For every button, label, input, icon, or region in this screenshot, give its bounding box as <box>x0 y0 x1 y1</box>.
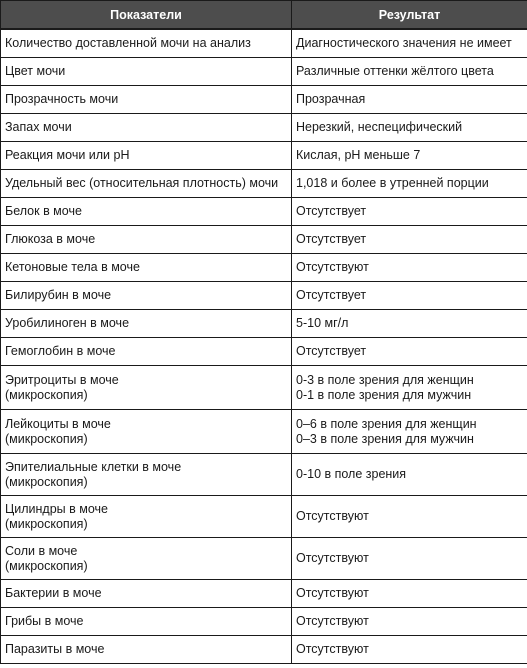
result-text: Отсутствуют <box>296 551 369 565</box>
parameter-text: (микроскопия) <box>5 516 88 531</box>
result-text: Отсутствует <box>296 204 367 218</box>
result-cell <box>292 254 527 282</box>
result-cell <box>292 410 527 454</box>
parameter-text: Эритроциты в моче <box>5 372 119 387</box>
table-header-row <box>1 1 527 30</box>
table-row <box>1 114 527 142</box>
parameter-text: Белок в моче <box>5 204 82 218</box>
parameter-text: Реакция мочи или pH <box>5 148 130 162</box>
parameter-text: Билирубин в моче <box>5 288 112 302</box>
parameter-cell <box>1 608 292 636</box>
table-row <box>1 58 527 86</box>
parameter-cell <box>1 226 292 254</box>
parameter-cell <box>1 29 292 58</box>
parameter-cell <box>1 58 292 86</box>
result-cell <box>292 58 527 86</box>
result-text: 0-1 в поле зрения для мужчин <box>296 387 472 402</box>
result-text: Отсутствуют <box>296 509 369 523</box>
table-row <box>1 226 527 254</box>
result-text: Различные оттенки жёлтого цвета <box>296 64 494 78</box>
table-row <box>1 198 527 226</box>
result-cell <box>292 142 527 170</box>
result-cell <box>292 496 527 538</box>
table-row <box>1 636 527 664</box>
parameter-text: Грибы в моче <box>5 614 84 628</box>
parameter-cell <box>1 338 292 366</box>
table-row <box>1 29 527 58</box>
result-cell <box>292 114 527 142</box>
parameter-text: Уробилиноген в моче <box>5 316 130 330</box>
parameter-text: Соли в моче <box>5 543 78 558</box>
parameter-cell <box>1 282 292 310</box>
result-text: Кислая, pH меньше 7 <box>296 148 421 162</box>
result-cell <box>292 366 527 410</box>
result-text: 0–3 в поле зрения для мужчин <box>296 431 474 446</box>
table-row <box>1 170 527 198</box>
result-cell <box>292 608 527 636</box>
result-cell <box>292 29 527 58</box>
parameter-cell <box>1 366 292 410</box>
parameter-text: Глюкоза в моче <box>5 232 96 246</box>
table-body <box>1 29 527 664</box>
parameter-text: Паразиты в моче <box>5 642 105 656</box>
parameter-cell <box>1 410 292 454</box>
result-cell <box>292 338 527 366</box>
parameter-cell <box>1 198 292 226</box>
parameter-cell <box>1 580 292 608</box>
table-row <box>1 608 527 636</box>
parameter-text: Эпителиальные клетки в моче <box>5 459 182 474</box>
table-row <box>1 454 527 496</box>
header-result: Результат <box>292 1 527 30</box>
result-text: 0-3 в поле зрения для женщин <box>296 372 474 387</box>
result-text: 0-10 в поле зрения <box>296 467 407 481</box>
parameter-cell <box>1 86 292 114</box>
table-row <box>1 310 527 338</box>
result-text: Диагностического значения не имеет <box>296 36 512 50</box>
table-row <box>1 282 527 310</box>
table-row <box>1 142 527 170</box>
parameter-text: Лейкоциты в моче <box>5 416 111 431</box>
result-text: Отсутствуют <box>296 614 369 628</box>
result-text: Отсутствуют <box>296 260 369 274</box>
result-cell <box>292 580 527 608</box>
parameter-cell <box>1 538 292 580</box>
table-row <box>1 366 527 410</box>
parameter-text: (микроскопия) <box>5 474 88 489</box>
parameter-text: (микроскопия) <box>5 558 88 573</box>
table-row <box>1 86 527 114</box>
parameter-cell <box>1 496 292 538</box>
result-text: Отсутствуют <box>296 586 369 600</box>
parameter-text: Удельный вес (относительная плотность) мочи <box>5 176 279 190</box>
table-row <box>1 496 527 538</box>
result-cell <box>292 454 527 496</box>
result-cell <box>292 282 527 310</box>
parameter-text: (микроскопия) <box>5 431 88 446</box>
table-row <box>1 410 527 454</box>
parameter-text: Бактерии в моче <box>5 586 102 600</box>
result-cell <box>292 538 527 580</box>
parameter-text: Цвет мочи <box>5 64 66 78</box>
table-row <box>1 254 527 282</box>
header-parameter: Показатели <box>1 1 292 30</box>
result-text: 1,018 и более в утренней порции <box>296 176 489 190</box>
parameter-text: Прозрачность мочи <box>5 92 119 106</box>
parameter-text: Количество доставленной мочи на анализ <box>5 36 251 50</box>
result-cell <box>292 226 527 254</box>
result-cell <box>292 198 527 226</box>
result-text: Отсутствуют <box>296 642 369 656</box>
parameter-text: Кетоновые тела в моче <box>5 260 140 274</box>
table-row <box>1 338 527 366</box>
result-cell <box>292 636 527 664</box>
result-text: 0–6 в поле зрения для женщин <box>296 416 477 431</box>
parameter-cell <box>1 254 292 282</box>
result-text: Отсутствует <box>296 344 367 358</box>
table-row <box>1 580 527 608</box>
parameter-cell <box>1 310 292 338</box>
result-text: 5-10 мг/л <box>296 316 349 330</box>
result-text: Отсутствует <box>296 288 367 302</box>
parameter-text: Запах мочи <box>5 120 72 134</box>
parameter-cell <box>1 114 292 142</box>
parameter-text: (микроскопия) <box>5 387 88 402</box>
result-text: Отсутствует <box>296 232 367 246</box>
parameter-text: Гемоглобин в моче <box>5 344 116 358</box>
table-row <box>1 538 527 580</box>
parameter-cell <box>1 170 292 198</box>
parameter-cell <box>1 142 292 170</box>
result-text: Нерезкий, неспецифический <box>296 120 463 134</box>
result-cell <box>292 86 527 114</box>
parameter-cell <box>1 454 292 496</box>
parameter-text: Цилиндры в моче <box>5 501 108 516</box>
result-text: Прозрачная <box>296 92 366 106</box>
result-cell <box>292 310 527 338</box>
parameter-cell <box>1 636 292 664</box>
result-cell <box>292 170 527 198</box>
